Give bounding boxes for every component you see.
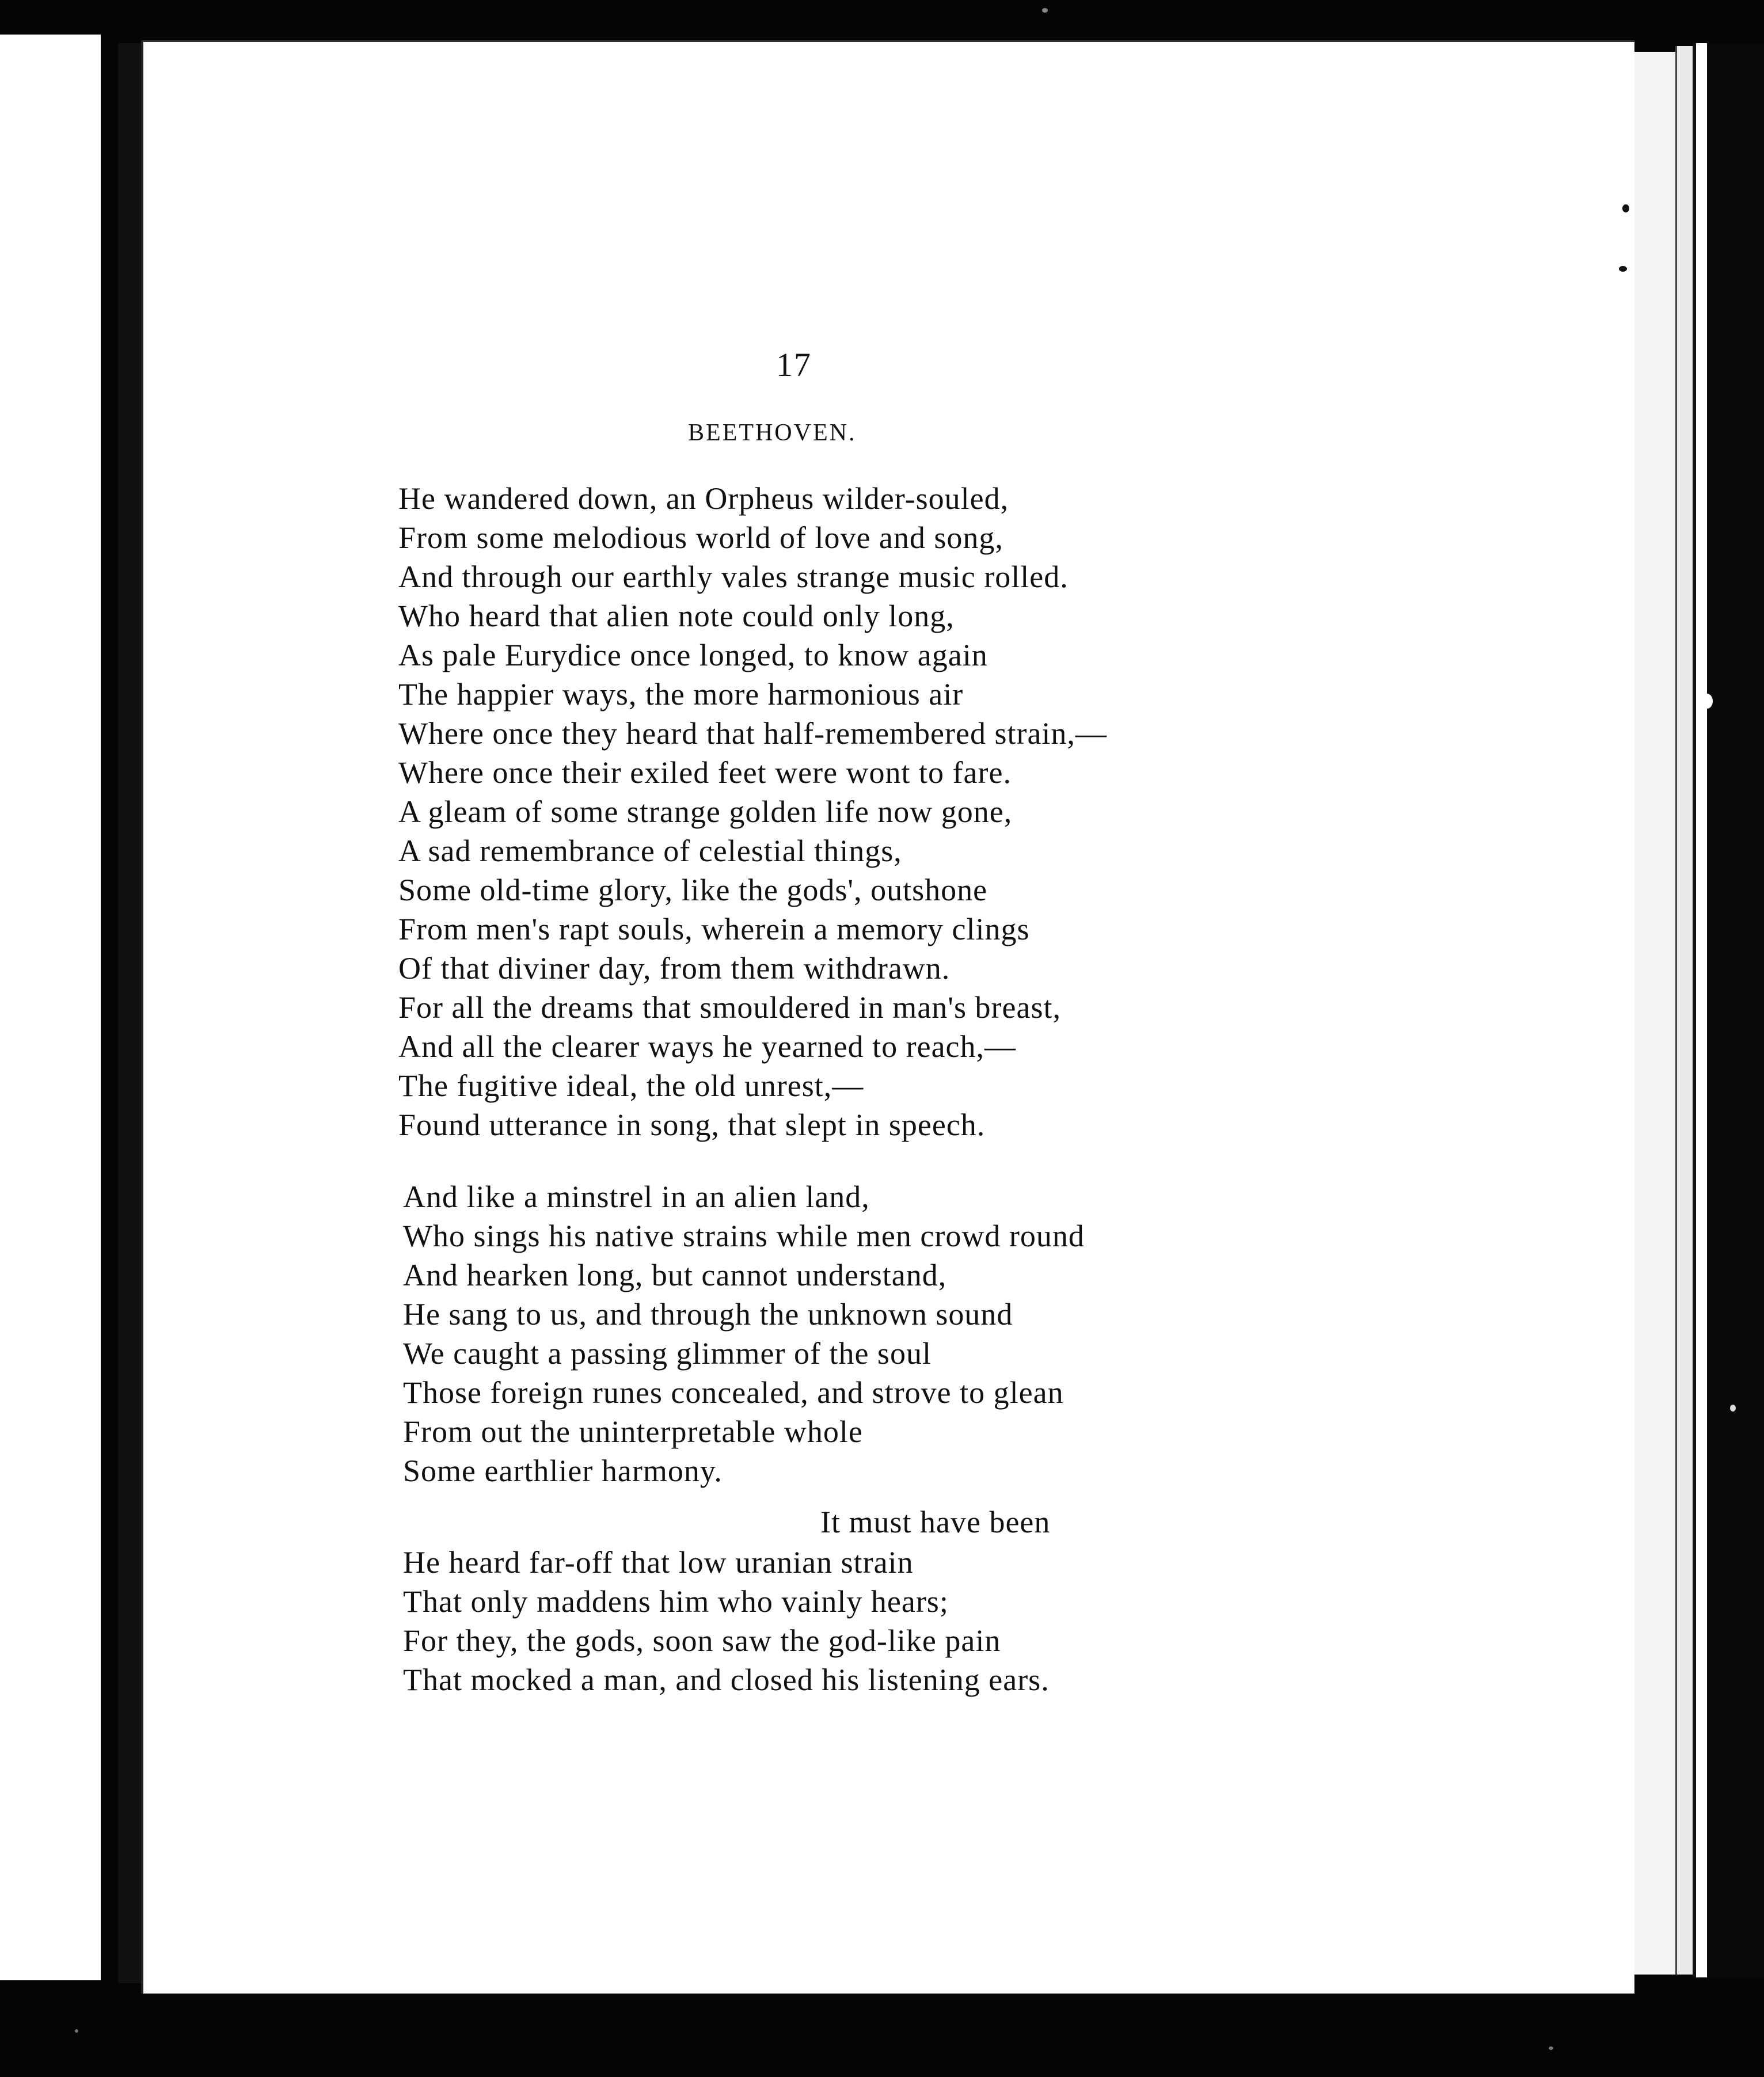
verse-line: Of that diviner day, from them withdrawn. [398, 951, 951, 986]
stanza-3 [403, 1543, 1050, 1699]
stanza-2 [403, 1177, 1085, 1490]
scan-speck [1549, 2046, 1553, 2050]
verse-line: We caught a passing glimmer of the soul [403, 1336, 932, 1371]
verse-line: That mocked a man, and closed his listening ears. [403, 1663, 1050, 1697]
page-edge [1629, 52, 1678, 1975]
verse-line: From some melodious world of love and song, [398, 520, 1003, 555]
indented-verse-line: It must have been [820, 1505, 1051, 1539]
verse-line: Who heard that alien note could only long, [398, 599, 955, 633]
scan-speck [1619, 266, 1627, 272]
page-number: 17 [776, 346, 812, 383]
verse-line: He wandered down, an Orpheus wilder-souled, [398, 481, 1009, 516]
verse-line: Who sings his native strains while men crowd round [403, 1219, 1085, 1253]
scan-speck [1730, 1405, 1736, 1412]
verse-line: From men's rapt souls, wherein a memory clings [398, 912, 1030, 946]
verse-line: And all the clearer ways he yearned to reach,— [398, 1029, 1017, 1064]
scan-speck [1701, 694, 1713, 709]
verse-line: For they, the gods, soon saw the god-like pain [403, 1623, 1001, 1658]
verse-line: As pale Eurydice once longed, to know again [398, 638, 988, 672]
verse-line: He heard far-off that low uranian strain [403, 1545, 914, 1580]
verse-line: A gleam of some strange golden life now gone, [398, 794, 1013, 829]
verse-line: For all the dreams that smouldered in man's breast, [398, 990, 1061, 1025]
scan-speck [75, 2029, 78, 2033]
verse-line: A sad remembrance of celestial things, [398, 834, 902, 868]
verse-line: And like a minstrel in an alien land, [403, 1180, 870, 1214]
verse-line: The happier ways, the more harmonious air [398, 677, 964, 712]
binding-shadow [118, 43, 142, 1983]
verse-line: Some earthlier harmony. [403, 1454, 723, 1488]
stanza-1 [398, 479, 1107, 1144]
verse-line: He sang to us, and through the unknown sound [403, 1297, 1013, 1332]
verse-line: The fugitive ideal, the old unrest,— [398, 1068, 864, 1103]
verse-line: And hearken long, but cannot understand, [403, 1258, 947, 1292]
verse-line: And through our earthly vales strange music rolled. [398, 560, 1069, 594]
verse-line: That only maddens him who vainly hears; [403, 1584, 949, 1619]
verse-line: Where once their exiled feet were wont to fare. [398, 755, 1012, 790]
verse-line: Found utterance in song, that slept in speech. [398, 1108, 986, 1142]
verse-line: From out the uninterpretable whole [403, 1414, 863, 1449]
scan-speck [1042, 8, 1048, 13]
poem-title: BEETHOVEN. [688, 420, 857, 446]
verse-line: Where once they heard that half-remembered strain,— [398, 716, 1107, 751]
verse-line: Those foreign runes concealed, and strove to glean [403, 1375, 1064, 1410]
verse-line: Some old-time glory, like the gods', outshone [398, 873, 988, 907]
left-page-margin [0, 35, 101, 1980]
page-edge-shadow [1707, 43, 1764, 1977]
scan-speck [1622, 204, 1629, 212]
page-edge [1675, 46, 1694, 1975]
